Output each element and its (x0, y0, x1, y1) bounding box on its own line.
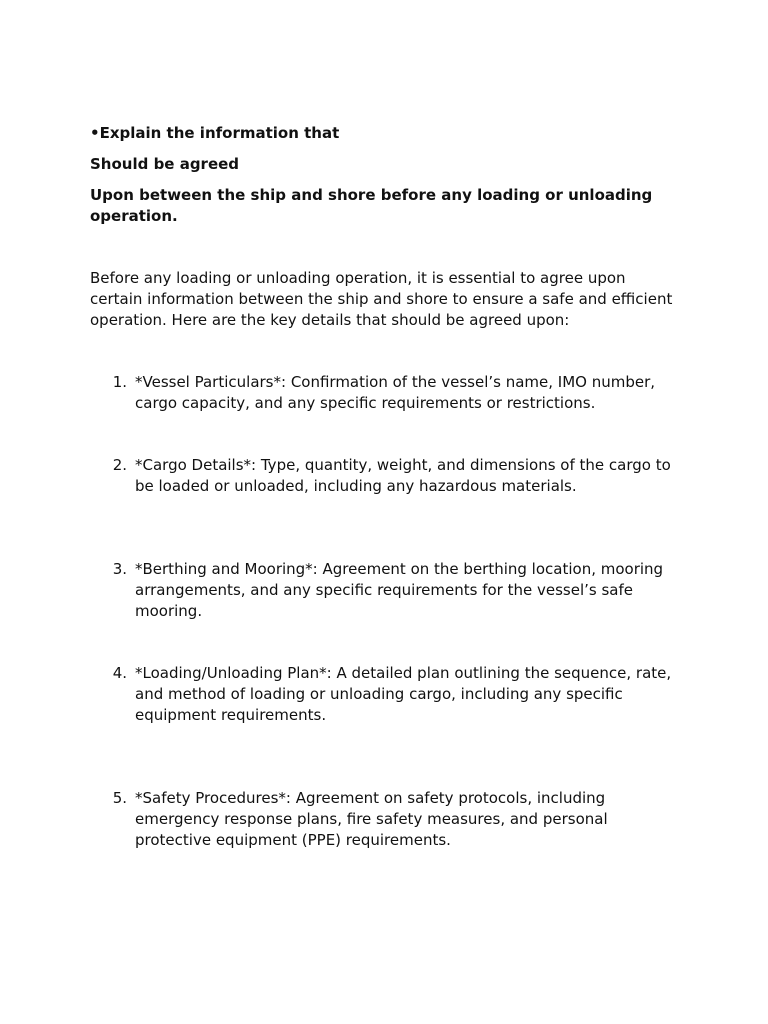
heading-line-3: Upon between the ship and shore before any loading or unloading operation. (90, 186, 653, 225)
list-item-number: 3. (112, 560, 127, 578)
intro-paragraph: Before any loading or unloading operation, it is essential to agree upon certain information between the ship and shore to ensure a safe and efficient operation. Here are the key details that should be agreed upon: (90, 269, 673, 329)
list-item-number: 2. (112, 456, 127, 474)
list-item-text: *Safety Procedures*: Agreement on safety protocols, including emergency response plans, fire safety measures, and personal protective equipment (PPE) requirements. (135, 789, 608, 849)
list-item-text: *Loading/Unloading Plan*: A detailed plan outlining the sequence, rate, and method of loading or unloading cargo, including any specific equipment requirements. (135, 664, 672, 724)
list-item-text: *Cargo Details*: Type, quantity, weight, and dimensions of the cargo to be loaded or unloaded, including any hazardous materials. (135, 456, 671, 495)
list-item (90, 455, 682, 497)
list-item-text: *Vessel Particulars*: Confirmation of the vessel’s name, IMO number, cargo capacity, and any specific requirements or restrictions. (135, 373, 656, 412)
list-item-number: 1. (112, 373, 127, 391)
heading-line-1: •Explain the information that (90, 124, 340, 142)
list-item-number: 5. (112, 789, 127, 807)
heading-line-2: Should be agreed (90, 155, 240, 173)
list-item (90, 559, 682, 622)
list-item (90, 663, 682, 726)
list-item-number: 4. (112, 664, 127, 682)
list-item (90, 372, 682, 414)
list-item-text: *Berthing and Mooring*: Agreement on the berthing location, mooring arrangements, and any specific requirements for the vessel’s safe mooring. (135, 560, 664, 620)
list-item (90, 788, 682, 851)
